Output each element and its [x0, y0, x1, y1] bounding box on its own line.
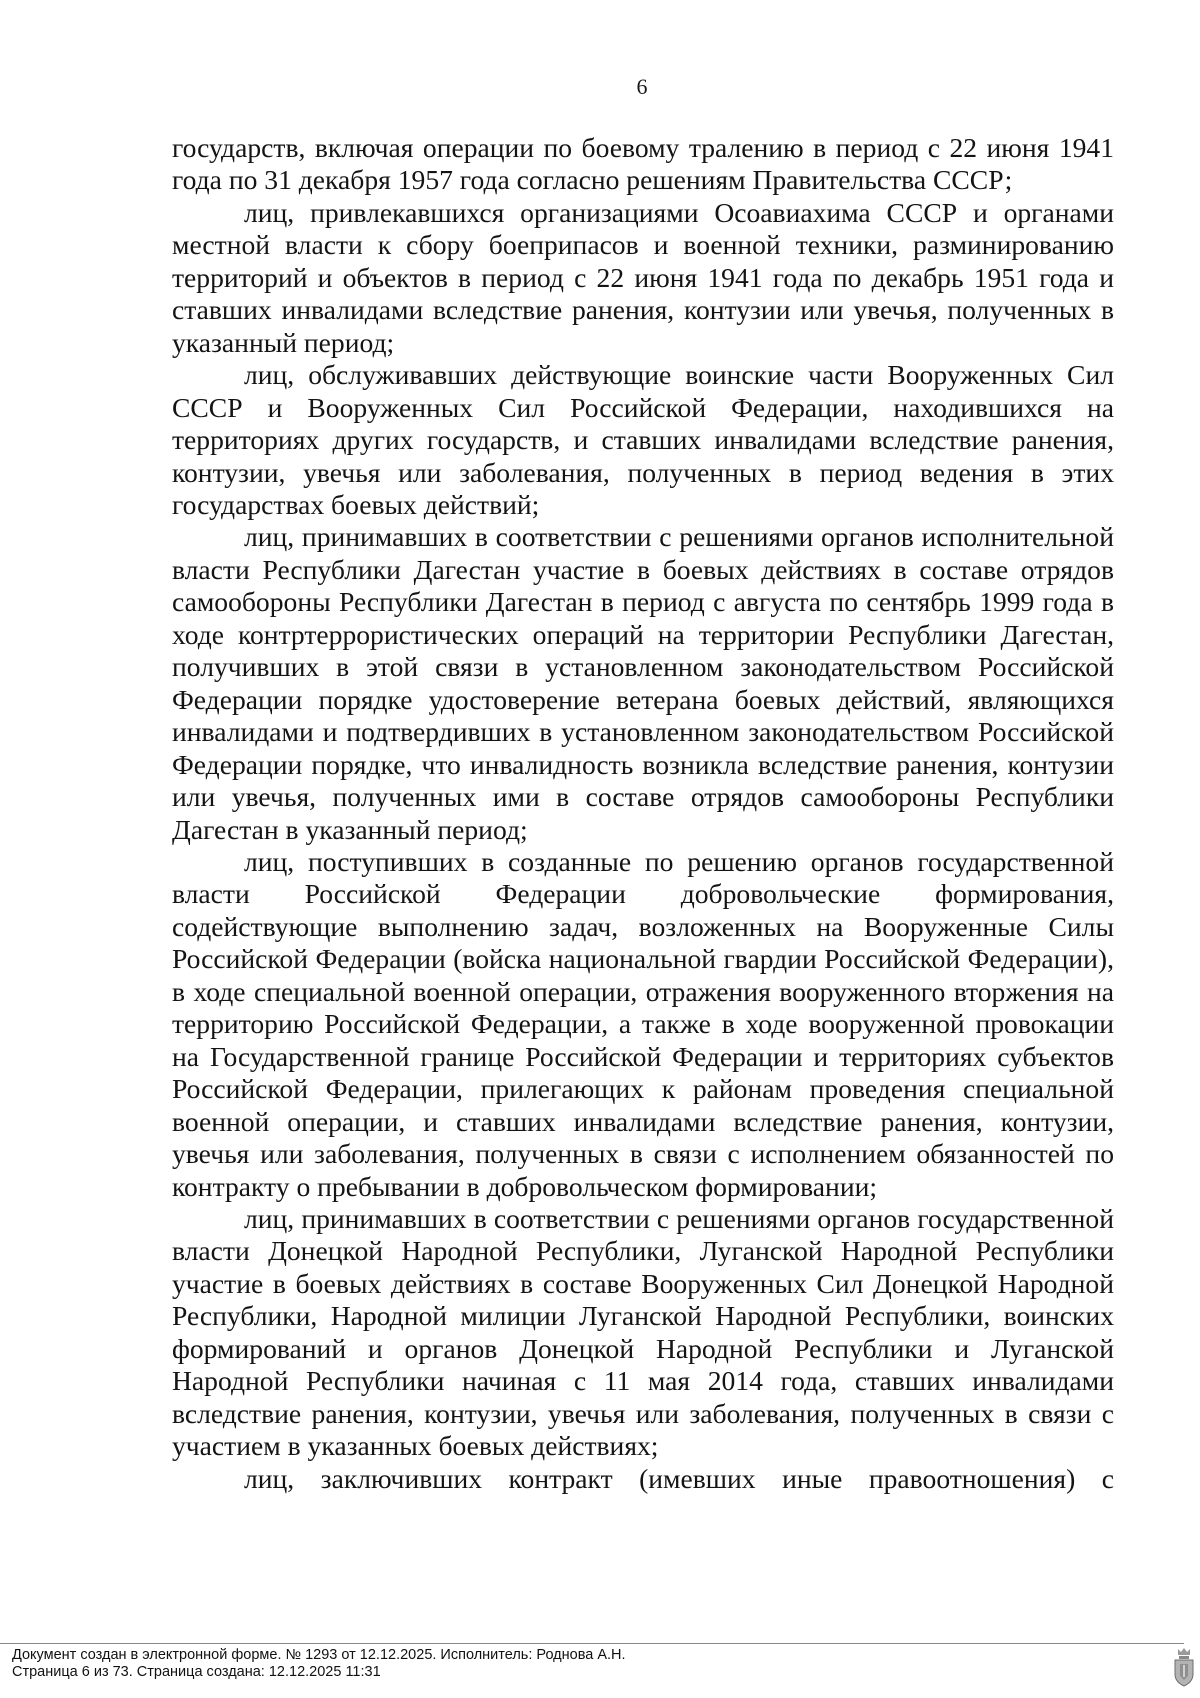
- paragraph-6: лиц, принимавших в соответствии с решениями органов государственной власти Донецкой Народной Республики, Луганской Народной Республики участие в боевых действиях в составе Вооруженных Сил Донецкой Народной Республики, Народной милиции Луганской Народной Республики, воинских формирований и органов Донецкой Народной Республики и Луганской Народной Республики начиная с 11 мая 2014 года, ставших инвалидами вследствие ранения, контузии, увечья или заболевания, полученных в связи с участием в указанных боевых действиях;: [172, 1202, 1114, 1462]
- coat-of-arms-icon: [1172, 1646, 1196, 1688]
- footer-metadata: [12, 1647, 626, 1681]
- paragraph-3: лиц, обслуживавших действующие воинские части Вооруженных Сил СССР и Вооруженных Сил Российской Федерации, находившихся на территориях других государств, и ставших инвалидами вследствие ранения, контузии, увечья или заболевания, полученных в период ведения в этих государствах боевых действий;: [172, 359, 1114, 520]
- paragraph-4: лиц, принимавших в соответствии с решениями органов исполнительной власти Республики Дагестан участие в боевых действиях в составе отрядов самообороны Республики Дагестан в период с августа по сентябрь 1999 года в ходе контртеррористических операций на территории Республики Дагестан, получивших в этой связи в установленном законодательством Российской Федерации порядке удостоверение ветерана боевых действий, являющихся инвалидами и подтвердивших в установленном законодательством Российской Федерации порядке, что инвалидность возникла вследствие ранения, контузии или увечья, полученных ими в составе отрядов самообороны Республики Дагестан в указанный период;: [172, 521, 1114, 845]
- paragraph-7: лиц, заключивших контракт (имевших иные правоотношения) с: [244, 1462, 1114, 1494]
- footer-divider: [0, 1643, 1184, 1644]
- paragraph-1: государств, включая операции по боевому тралению в период с 22 июня 1941 года по 31 декабря 1957 года согласно решениям Правительства СССР;: [172, 132, 1114, 196]
- document-body: [172, 132, 1114, 1495]
- paragraph-2: лиц, привлекавшихся организациями Осоавиахима СССР и органами местной власти к сбору боеприпасов и военной техники, разминированию территорий и объектов в период с 22 июня 1941 года по декабрь 1951 года и ставших инвалидами вследствие ранения, контузии или увечья, полученных в указанный период;: [172, 196, 1114, 358]
- footer-line-document: Документ создан в электронной форме. № 1293 от 12.12.2025. Исполнитель: Роднова А.Н.: [12, 1647, 626, 1663]
- paragraph-5: лиц, поступивших в созданные по решению органов государственной власти Российской Федерации добровольческие формирования, содействующие выполнению задач, возложенных на Вооруженные Силы Российской Федерации (войска национальной гвардии Российской Федерации), в ходе специальной военной операции, отражения вооруженного вторжения на территорию Российской Федерации, а также в ходе вооруженной провокации на Государственной границе Российской Федерации и территориях субъектов Российской Федерации, прилегающих к районам проведения специальной военной операции, и ставших инвалидами вследствие ранения, контузии, увечья или заболевания, полученных в связи с исполнением обязанностей по контракту о пребывании в добровольческом формировании;: [172, 845, 1114, 1202]
- page-number: 6: [636, 74, 648, 99]
- footer-line-page: Страница 6 из 73. Страница создана: 12.12.2025 11:31: [12, 1664, 381, 1680]
